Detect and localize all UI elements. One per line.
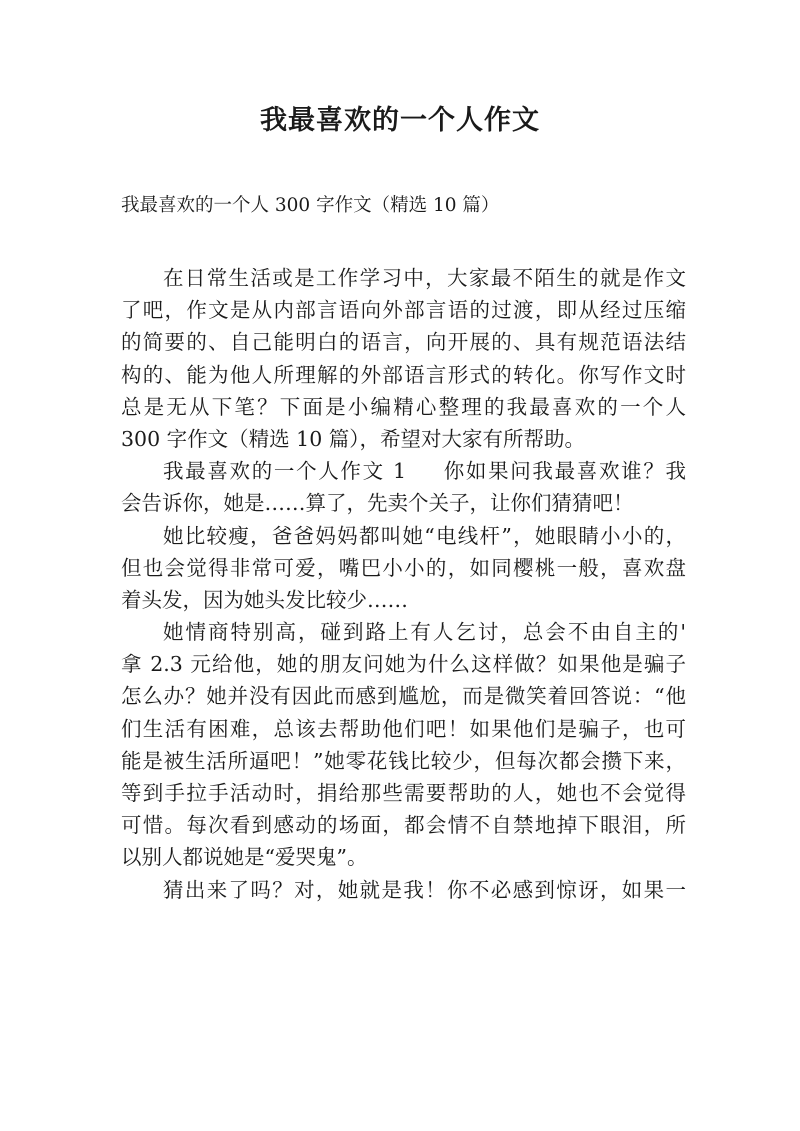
essay-heading: 我最喜欢的一个人作文 1 (163, 459, 407, 484)
paragraph-line: 以别人都说她是“爱哭鬼”。 (121, 845, 368, 870)
paragraph-line: 们生活有困难，总该去帮助他们吧！如果他们是骗子，也可 (121, 716, 686, 741)
paragraph-line: 拿 2.3 元给他，她的朋友问她为什么这样做？如果他是骗子 (121, 652, 686, 677)
paragraph-line: 构的、能为他人所理解的外部语言形式的转化。你写作文时 (121, 362, 686, 387)
paragraph-line: 她情商特别高，碰到路上有人乞讨，总会不由自主的' (163, 620, 686, 645)
paragraph-line: 但也会觉得非常可爱，嘴巴小小的，如同樱桃一般，喜欢盘 (121, 555, 686, 580)
paragraph-line: 着头发，因为她头发比较少…… (121, 587, 408, 612)
paragraph-line: 她比较瘦，爸爸妈妈都叫她“电线杆”，她眼睛小小的， (163, 523, 686, 548)
paragraph-text: 你如果问我最喜欢谁？我 (442, 459, 686, 484)
paragraph-line: 可惜。每次看到感动的场面，都会情不自禁地掉下眼泪，所 (121, 813, 686, 838)
paragraph-line: 怎么办？她并没有因此而感到尴尬，而是微笑着回答说：“他 (121, 684, 686, 709)
paragraph-line: 了吧，作文是从内部言语向外部言语的过渡，即从经过压缩 (121, 298, 686, 323)
paragraph-line: 等到手拉手活动时，捐给那些需要帮助的人，她也不会觉得 (121, 781, 686, 805)
document-body (121, 262, 686, 906)
paragraph-line: 300 字作文（精选 10 篇），希望对大家有所帮助。 (121, 426, 586, 451)
paragraph-line: 能是被生活所逼吧！”她零花钱比较少，但每次都会攒下来， (121, 748, 686, 773)
paragraph-line: 的简要的、自己能明白的语言，向开展的、具有规范语法结 (121, 330, 686, 355)
paragraph-line: 会告诉你，她是……算了，先卖个关子，让你们猜猜吧！ (121, 491, 634, 516)
essay-heading-line (121, 455, 686, 487)
paragraph-line: 在日常生活或是工作学习中，大家最不陌生的就是作文 (163, 266, 686, 290)
paragraph-line: 总是无从下笔？下面是小编精心整理的我最喜欢的一个人 (121, 394, 686, 419)
paragraph-line: 猜出来了吗？对，她就是我！你不必感到惊讶，如果一 (163, 877, 686, 902)
document-title: 我最喜欢的一个人作文 (260, 105, 540, 136)
document-subtitle: 我最喜欢的一个人 300 字作文（精选 10 篇） (121, 195, 500, 216)
